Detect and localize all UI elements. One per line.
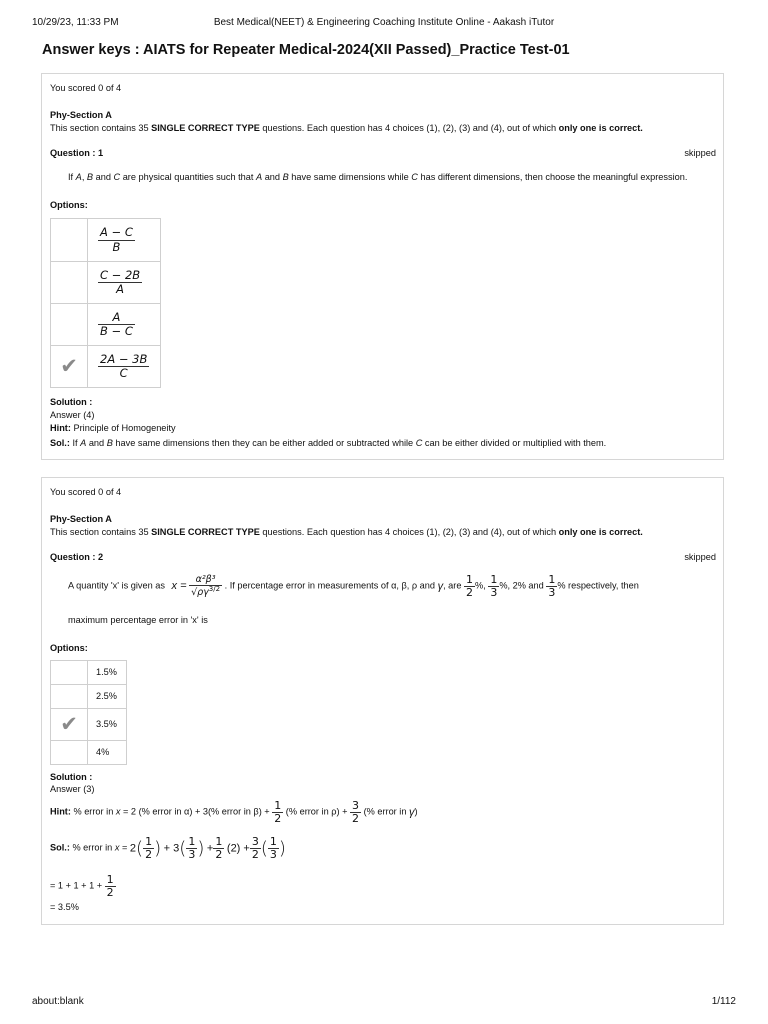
option-row: [51, 262, 161, 304]
print-header: [32, 17, 736, 31]
option-row: [51, 741, 127, 765]
option-row: [51, 685, 127, 709]
solution-text: Sol.: If A and B have same dimensions then they can be either added or subtracted while C can be either divided or multiplied with them.: [50, 438, 607, 448]
score-text: You scored 0 of 4: [50, 487, 122, 497]
option-marker: [51, 219, 88, 262]
solution-text: Sol.: % error in x = 2( $\frac{1}{2}$ ) + 3( $\frac{1}{3}$ ) + $\frac{1}{2}$ (2) + $\frac{3}{2}$ ( $\frac{1}{3}$ ): [50, 835, 286, 862]
question-card-2: [41, 477, 724, 925]
option-marker: [51, 709, 88, 741]
hint-text: Hint: Principle of Homogeneity: [50, 423, 176, 433]
question-label: Question : 1: [50, 148, 104, 158]
section-description: This section contains 35 SINGLE CORRECT TYPE questions. Each question has 4 choices (1), (2), (3) and (4), out of which only one is correct.: [50, 527, 643, 537]
options-label: Options:: [50, 643, 88, 653]
score-text: You scored 0 of 4: [50, 83, 122, 93]
option-marker: [51, 346, 88, 388]
option-value: $\frac{2A - 3B}{C}$: [88, 346, 161, 388]
option-marker: [51, 304, 88, 346]
section-description: This section contains 35 SINGLE CORRECT TYPE questions. Each question has 4 choices (1), (2), (3) and (4), out of which only one is correct.: [50, 123, 643, 133]
option-value: 1.5%: [88, 661, 127, 685]
option-marker: [51, 262, 88, 304]
correct-check-icon: ✔: [60, 353, 78, 378]
option-row: [51, 219, 161, 262]
option-marker: [51, 741, 88, 765]
option-marker: [51, 661, 88, 685]
print-footer: [32, 996, 736, 1007]
solution-label: Solution :: [50, 397, 93, 407]
option-row: [51, 661, 127, 685]
question-text-line2: maximum percentage error in 'x' is: [68, 615, 208, 625]
option-value: 3.5%: [88, 709, 127, 741]
question-label: Question : 2: [50, 552, 104, 562]
options-table: [50, 660, 127, 765]
solution-line-2: = 1 + 1 + 1 + $\frac{1}{2}$: [50, 873, 114, 900]
option-row-correct: [51, 346, 161, 388]
correct-check-icon: ✔: [60, 711, 78, 736]
answer-text: Answer (3): [50, 784, 95, 794]
option-value: $\frac{A - C}{B}$: [88, 219, 161, 262]
solution-result: = 3.5%: [50, 902, 79, 912]
option-value: 4%: [88, 741, 127, 765]
print-date: 10/29/23, 11:33 PM: [32, 17, 119, 28]
print-page-title: Best Medical(NEET) & Engineering Coaching Institute Online - Aakash iTutor: [213, 17, 555, 28]
status-badge: skipped: [684, 552, 716, 562]
footer-url: about:blank: [32, 996, 84, 1007]
option-row: [51, 304, 161, 346]
option-marker: [51, 685, 88, 709]
hint-text: Hint: % error in x = 2 (% error in α) + 3(% error in β) + $\frac{1}{2}$ (% error in ρ) + $\frac{3}{2}$ (% error in γ): [50, 799, 418, 826]
question-card-1: [41, 73, 724, 460]
answer-text: Answer (4): [50, 410, 95, 420]
question-text: If A, B and C are physical quantities such that A and B have same dimensions while C has different dimensions, then choose the meaningful expression.: [68, 172, 688, 182]
section-name: Phy-Section A: [50, 110, 112, 120]
section-name: Phy-Section A: [50, 514, 112, 524]
option-value: $\frac{C - 2B}{A}$: [88, 262, 161, 304]
question-text: A quantity 'x' is given as x = $\frac{\text{α²β³}}{√\rho\gamma^{3/2}}$ . If percentage error in measurements of α, β, ρ and γ, are $\frac{1}{2}$ %, $\frac{1}{3}$ %, 2% and $\frac{1}{3}$ % respectively, then: [68, 573, 639, 600]
option-value: 2.5%: [88, 685, 127, 709]
status-badge: skipped: [684, 148, 716, 158]
solution-label: Solution :: [50, 772, 93, 782]
option-row-correct: [51, 709, 127, 741]
page-number: 1/112: [711, 996, 736, 1007]
options-label: Options:: [50, 200, 88, 210]
options-table: [50, 218, 161, 388]
page-title: Answer keys : AIATS for Repeater Medical-2024(XII Passed)_Practice Test-01: [42, 42, 570, 58]
option-value: $\frac{A}{B - C}$: [88, 304, 161, 346]
